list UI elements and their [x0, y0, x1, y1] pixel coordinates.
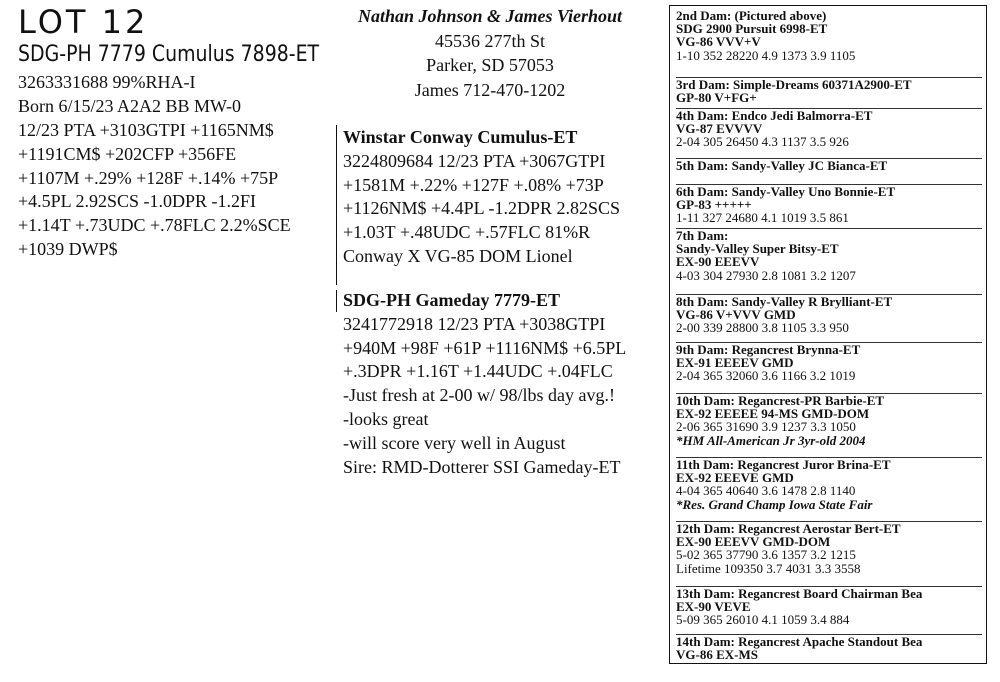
ancestor-dam-4 [676, 108, 982, 149]
ancestor-detail: GP-83 +++++ [676, 197, 752, 213]
ancestor-detail: 2-04 305 26450 4.3 1137 3.5 926 [676, 134, 849, 150]
dam-line: -will score very well in August [343, 432, 566, 453]
sire-block [343, 126, 620, 269]
ancestor-detail: VG-86 V+VVV GMD [676, 307, 796, 323]
ancestor-title: 7th Dam: [676, 228, 729, 243]
dam-line: -Just fresh at 2-00 w/ 98/lbs day avg.! [343, 385, 615, 406]
owner-address-1: 45536 277th St [434, 30, 545, 51]
ancestor-title: 12th Dam: Regancrest Aerostar Bert-ET [676, 521, 901, 536]
stat-line: +1107M +.29% +128F +.14% +75P [18, 167, 279, 188]
ancestor-detail: 1-10 352 28220 4.9 1373 3.9 1105 [676, 47, 856, 63]
ancestor-detail: EX-90 EEEVV GMD-DOM [676, 534, 831, 550]
ancestor-title: 4th Dam: Endco Jedi Balmorra-ET [676, 108, 873, 123]
stat-line: +1191CM$ +202CFP +356FE [18, 143, 237, 164]
sire-divider [336, 125, 337, 285]
ancestor-title: 8th Dam: Sandy-Valley R Brylliant-ET [676, 294, 893, 309]
ancestor-detail: EX-92 EEEEE 94-MS GMD-DOM [676, 406, 870, 422]
ancestor-detail: SDG 2900 Pursuit 6998-ET [676, 21, 828, 37]
stat-line: Born 6/15/23 A2A2 BB MW-0 [18, 95, 242, 116]
ancestor-title: 10th Dam: Regancrest-PR Barbie-ET [676, 393, 885, 408]
ancestor-detail: Lifetime 109350 3.7 4031 3.3 3558 [676, 560, 861, 576]
ancestor-detail: EX-92 EEEVE GMD [676, 470, 794, 486]
ancestor-dam-9 [676, 342, 982, 383]
ancestor-dam-10 [676, 393, 982, 447]
owner-name: Nathan Johnson & James Vierhout [357, 6, 623, 26]
ancestor-dam-5 [676, 158, 982, 172]
ancestor-detail: VG-87 EVVVV [676, 121, 763, 137]
ancestor-detail: Sandy-Valley Super Bitsy-ET [676, 241, 839, 257]
sire-line: +1126NM$ +4.4PL -1.2DPR 2.82SCS [343, 198, 621, 219]
owner-phone: James 712-470-1202 [414, 79, 566, 100]
ancestor-detail: EX-91 EEEEV GMD [676, 355, 794, 371]
ancestor-dam-11 [676, 457, 982, 511]
ancestor-detail: 1-11 327 24680 4.1 1019 3.5 861 [676, 210, 849, 226]
sire-line: +1.03T +.48UDC +.57FLC 81%R [343, 222, 591, 243]
dam-line: 3241772918 12/23 PTA +3038GTPI [343, 313, 606, 334]
ancestor-dam-6 [676, 184, 982, 225]
ancestor-dam-2 [676, 9, 982, 62]
dam-line: Sire: RMD-Dotterer SSI Gameday-ET [343, 456, 621, 477]
ancestor-title: 5th Dam: Sandy-Valley JC Bianca-ET [676, 158, 888, 173]
ancestor-detail: EX-90 VEVE [676, 599, 751, 615]
stat-line: +4.5PL 2.92SCS -1.0DPR -1.2FI [18, 191, 257, 212]
ancestor-detail: VG-86 VVV+V [676, 34, 761, 50]
pedigree-box [669, 5, 987, 664]
stat-line: 3263331688 99%RHA-I [18, 72, 196, 92]
dam-line: -looks great [343, 408, 429, 429]
stat-line: 12/23 PTA +3103GTPI +1165NM$ [18, 119, 274, 140]
dam-divider [336, 290, 337, 312]
dam-block [343, 289, 626, 479]
stat-line: +1.14T +.73UDC +.78FLC 2.2%SCE [18, 215, 291, 236]
owner-address-2: Parker, SD 57053 [426, 55, 554, 75]
ancestor-title: 14th Dam: Regancrest Apache Standout Bea [676, 634, 923, 649]
ancestor-detail: *HM All-American Jr 3yr-old 2004 [676, 432, 866, 448]
ancestor-detail: EX-90 EEEVV [676, 254, 760, 270]
dam-line: +940M +98F +61P +1116NM$ +6.5PL [343, 337, 627, 358]
sire-line: +1581M +.22% +127F +.08% +73P [343, 174, 604, 195]
ancestor-detail: 4-04 365 40640 3.6 1478 2.8 1140 [676, 483, 856, 499]
ancestor-detail: 5-02 365 37790 3.6 1357 3.2 1215 [676, 547, 856, 563]
animal-name: SDG-PH 7779 Cumulus 7898-ET [18, 42, 320, 67]
ancestor-detail: VG-86 EX-MS [676, 647, 758, 663]
ancestor-detail: 2-06 365 31690 3.9 1237 3.3 1050 [676, 419, 856, 435]
ancestor-title: 13th Dam: Regancrest Board Chairman Bea [676, 586, 923, 601]
ancestor-title: 11th Dam: Regancrest Juror Brina-ET [676, 457, 891, 472]
sire-name: Winstar Conway Cumulus-ET [343, 127, 578, 147]
owner-block [340, 4, 640, 102]
ancestor-dam-7 [676, 228, 982, 282]
ancestor-dam-3 [676, 77, 982, 104]
ancestor-detail: *Res. Grand Champ Iowa State Fair [676, 496, 873, 512]
lot-number: LOT 12 [18, 3, 149, 41]
dam-name: SDG-PH Gameday 7779-ET [343, 290, 561, 310]
sire-line: 3224809684 12/23 PTA +3067GTPI [343, 150, 606, 171]
ancestor-dam-12 [676, 521, 982, 575]
ancestor-dam-8 [676, 294, 982, 335]
ancestor-detail: 5-09 365 26010 4.1 1059 3.4 884 [676, 612, 850, 628]
ancestor-title: 6th Dam: Sandy-Valley Uno Bonnie-ET [676, 184, 896, 199]
ancestor-dam-14 [676, 634, 982, 661]
stat-line: +1039 DWP$ [18, 239, 118, 260]
ancestor-detail: 2-00 339 28800 3.8 1105 3.3 950 [676, 320, 849, 336]
ancestor-detail: GP-80 V+FG+ [676, 90, 757, 106]
animal-stats [18, 71, 291, 262]
sire-line: Conway X VG-85 DOM Lionel [343, 245, 573, 266]
ancestor-dam-13 [676, 586, 982, 627]
ancestor-title: 9th Dam: Regancrest Brynna-ET [676, 342, 861, 357]
ancestor-detail: 4-03 304 27930 2.8 1081 3.2 1207 [676, 267, 856, 283]
ancestor-title: 3rd Dam: Simple-Dreams 60371A2900-ET [676, 77, 912, 92]
dam-line: +.3DPR +1.16T +1.44UDC +.04FLC [343, 361, 613, 382]
ancestor-detail: 2-04 365 32060 3.6 1166 3.2 1019 [676, 368, 856, 384]
ancestor-title: 2nd Dam: (Pictured above) [676, 8, 827, 23]
